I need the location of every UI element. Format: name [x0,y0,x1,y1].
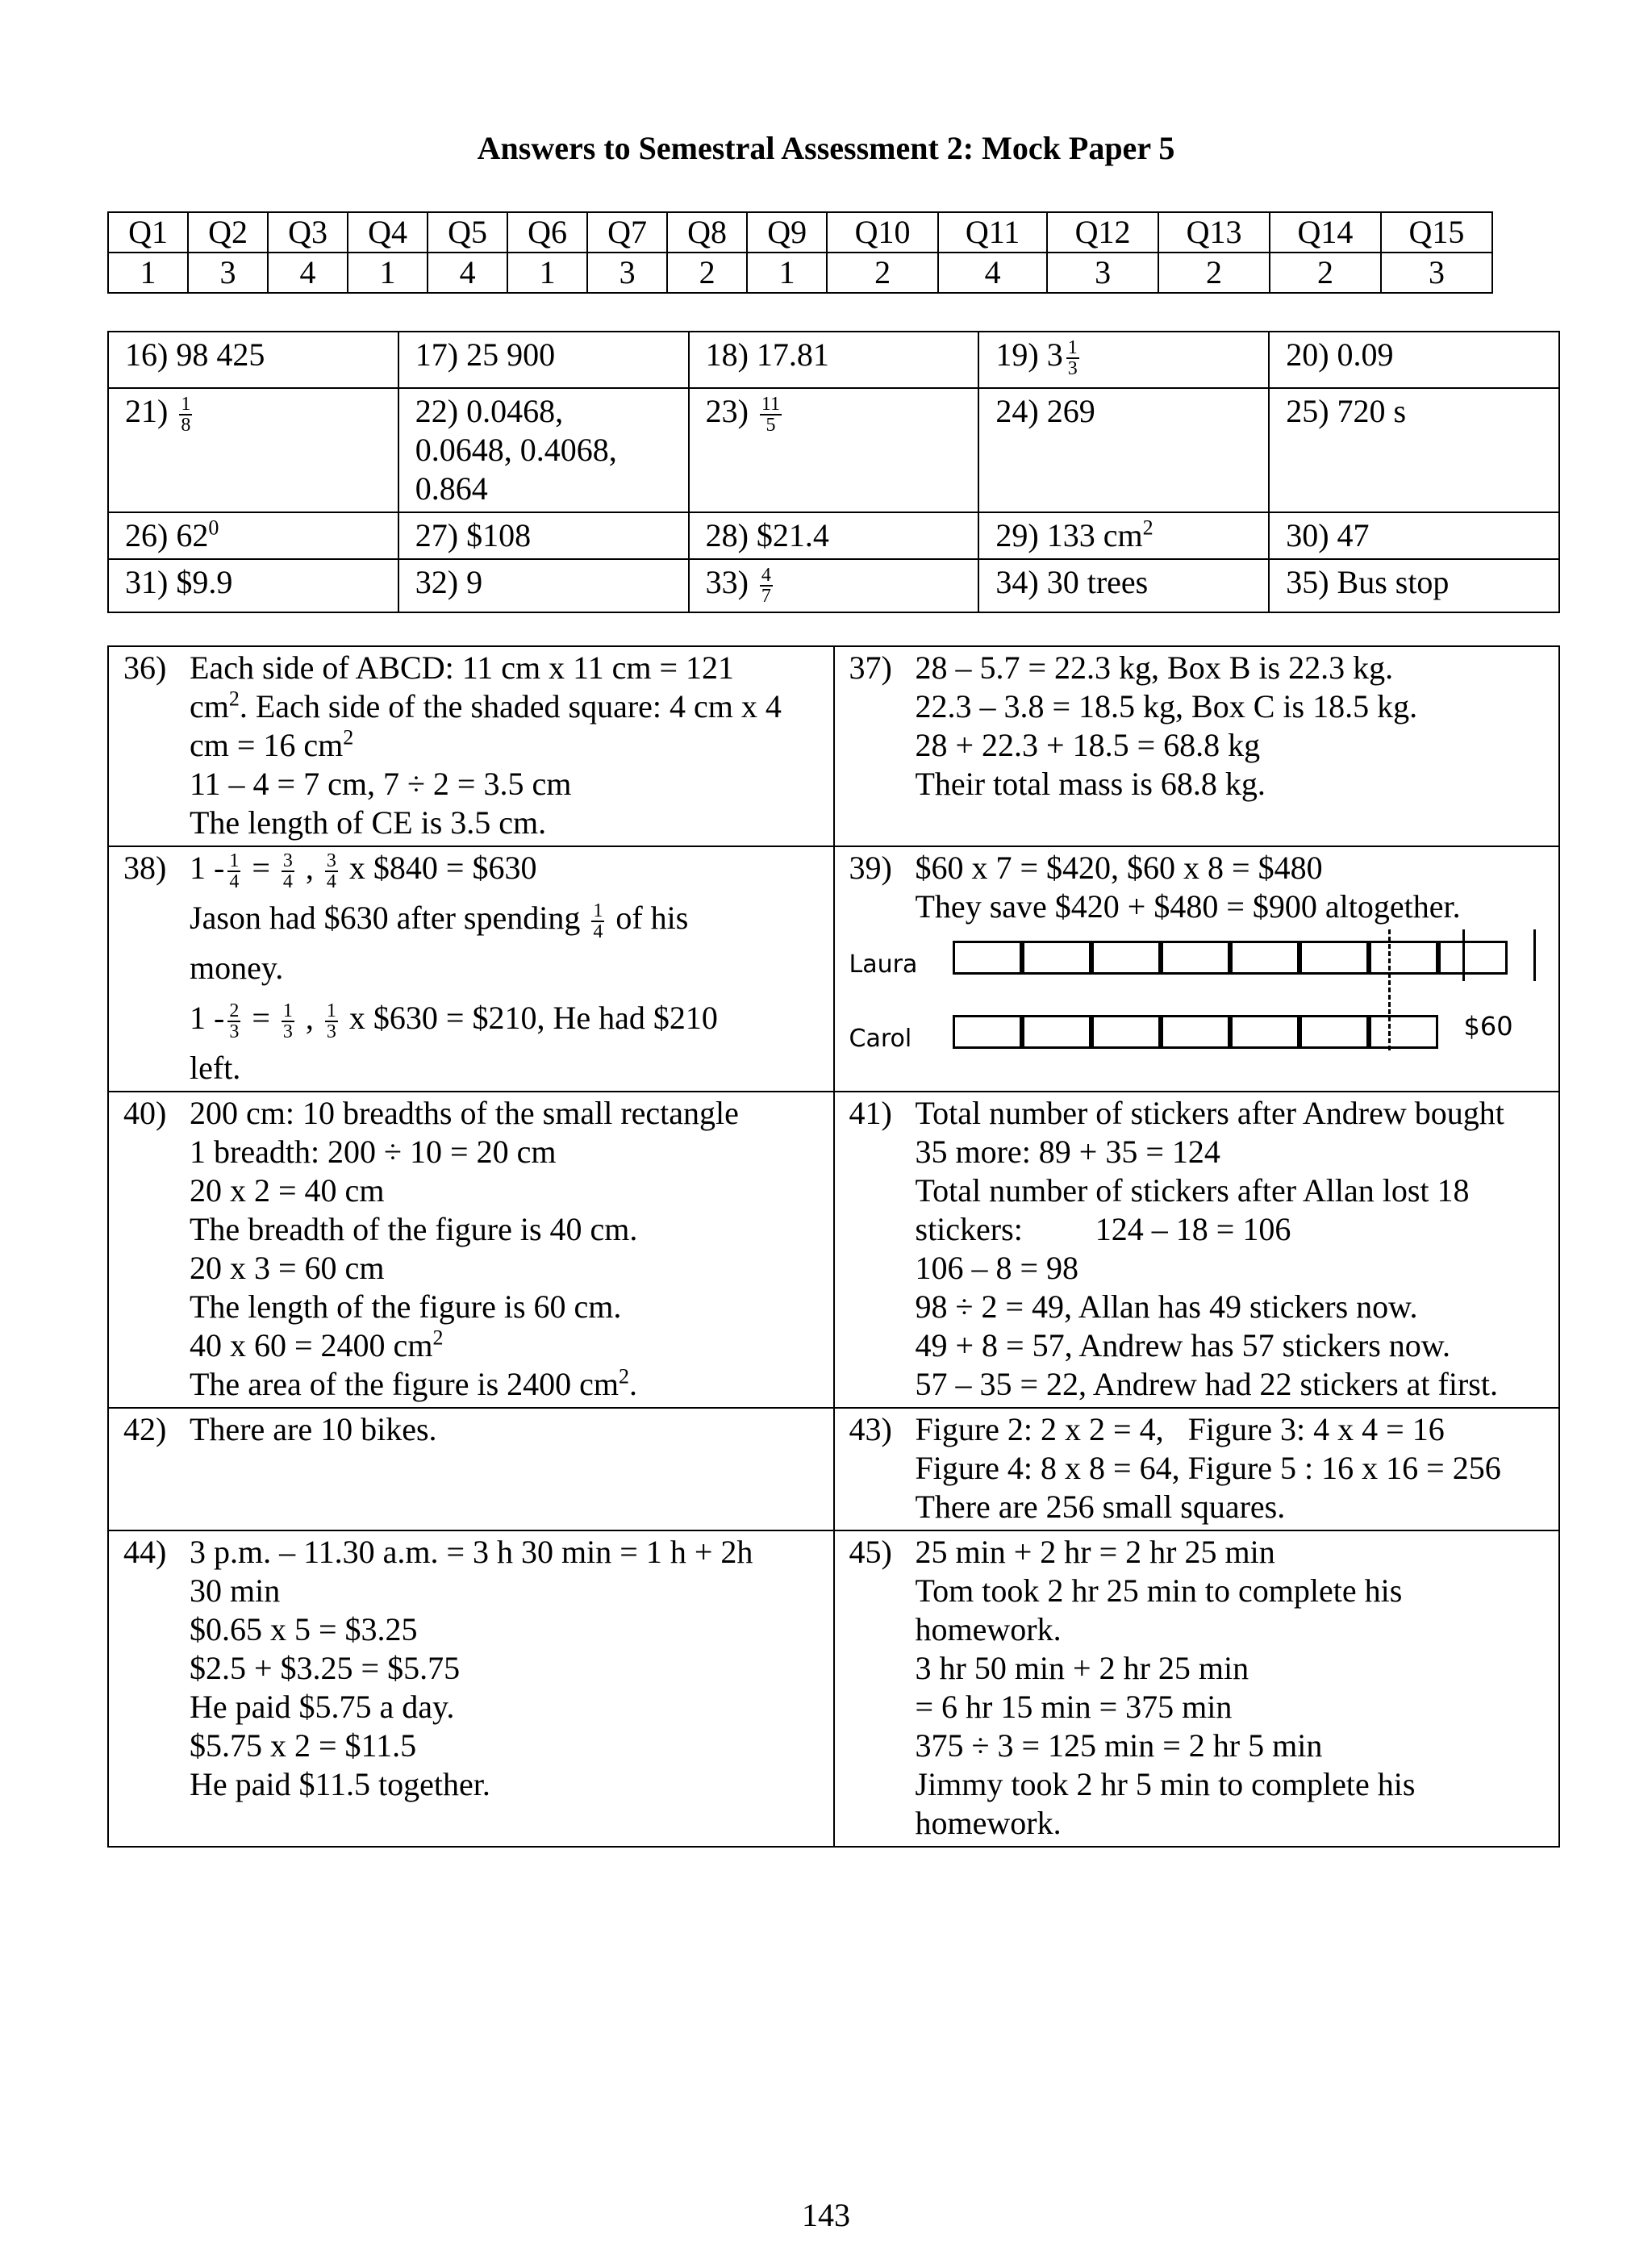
mcq-header-cell: Q3 [268,212,348,253]
mcq-header-row [108,212,1492,253]
mcq-answer-cell: 1 [108,253,188,293]
answer-38: 38) 1 - $\frac{1}{4}$ = $\frac{3}{4}$ , $\frac{3}{4}$ x $840 = $630 Jason had $630 after spending $\frac{1}{4}$ of his money. 1 - $\frac{2}{3}$ = $\frac{1}{3}$ , $\frac{1}{3}$ x $630 = $210, He had $210 left. [108,846,834,1092]
answer-24: 24) 269 [978,388,1269,512]
mcq-answer-table [107,211,1493,294]
answer-33: 33) $\frac{4}{7}$ [689,559,979,612]
mcq-answer-cell: 4 [428,253,507,293]
laura-label: Laura [849,950,918,979]
mcq-header-cell: Q14 [1270,212,1381,253]
end-tick [1533,929,1536,981]
answer-23: 23) $\frac{11}{5}$ [689,388,979,512]
long-answer-table [107,645,1560,1848]
answer-21: 21) $\frac{1}{8}$ [108,388,398,512]
answer-22: 22) 0.0468, 0.0648, 0.4068, 0.864 [398,388,689,512]
answer-43: 43) Figure 2: 2 x 2 = 4, Figure 3: 4 x 4 = 16 Figure 4: 8 x 8 = 64, Figure 5 : 16 x 16 = 256 There are 256 small squares. [834,1408,1560,1530]
mcq-answer-cell: 4 [268,253,348,293]
bar-unit [1299,1015,1369,1049]
mcq-header-cell: Q7 [587,212,667,253]
answer-25: 25) 720 s [1269,388,1559,512]
answer-19: 19) 3 $\frac{1}{3}$ [978,332,1269,388]
long-row [108,1408,1559,1530]
bar-unit [1022,941,1091,975]
mcq-answer-cell: 2 [827,253,938,293]
answer-18: 18) 17.81 [689,332,979,388]
money-label: $60 [1463,1011,1513,1042]
mcq-answer-cell: 2 [1158,253,1270,293]
long-row [108,1092,1559,1408]
short-row [108,559,1559,612]
mcq-header-cell: Q1 [108,212,188,253]
bar-unit [1438,941,1508,975]
mcq-answer-cell: 2 [1270,253,1381,293]
bar-unit [1230,941,1299,975]
bar-unit [1161,1015,1230,1049]
end-tick [1462,929,1465,981]
short-answer-table [107,331,1560,613]
answer-44: 44) 3 p.m. – 11.30 a.m. = 3 h 30 min = 1 h + 2h 30 min $0.65 x 5 = $3.25 $2.5 + $3.25 = $5.75 He paid $5.75 a day. $5.75 x 2 = $11.5 He paid $11.5 together. [108,1530,834,1847]
bar-unit [953,941,1022,975]
bar-unit [1369,1015,1438,1049]
mcq-answer-cell: 3 [1047,253,1158,293]
bar-unit [1230,1015,1299,1049]
answer-34: 34) 30 trees [978,559,1269,612]
bar-unit [953,1015,1022,1049]
long-row [108,846,1559,1092]
bar-unit [1022,1015,1091,1049]
bar-unit [1299,941,1369,975]
mcq-answer-cell: 3 [587,253,667,293]
mcq-header-cell: Q11 [938,212,1047,253]
mcq-header-cell: Q2 [188,212,268,253]
mcq-header-cell: Q8 [667,212,747,253]
mcq-answer-row [108,253,1492,293]
bar-unit [1091,1015,1161,1049]
mcq-answer-cell: 3 [1381,253,1492,293]
page-number: 143 [802,2197,850,2233]
mcq-answer-cell: 1 [747,253,827,293]
mcq-header-cell: Q15 [1381,212,1492,253]
page-title: Answers to Semestral Assessment 2: Mock Paper 5 [477,130,1175,166]
answer-32: 32) 9 [398,559,689,612]
answer-27: 27) $108 [398,512,689,559]
answer-16: 16) 98 425 [108,332,398,388]
mcq-header-cell: Q13 [1158,212,1270,253]
divider-dashed [1388,929,1391,1050]
short-row [108,332,1559,388]
mcq-answer-cell: 3 [188,253,268,293]
long-row [108,646,1559,846]
mcq-header-cell: Q4 [348,212,428,253]
mcq-header-cell: Q6 [507,212,587,253]
mcq-header-cell: Q5 [428,212,507,253]
bar-model-diagram [849,937,1551,1053]
answer-41: 41) Total number of stickers after Andrew bought 35 more: 89 + 35 = 124 Total number of stickers after Allan lost 18 stickers: 124 – 18 = 106 106 – 8 = 98 98 ÷ 2 = 49, Allan has 49 stickers now. 49 + 8 = 57, Andrew has 57 stickers now. 57 – 35 = 22, Andrew had 22 stickers at first. [834,1092,1560,1408]
bar-unit [1369,941,1438,975]
answer-36: 36) Each side of ABCD: 11 cm x 11 cm = 121 $cm^2$. Each side of the shaded square: 4 cm x 4 cm = 16 $cm^2$ 11 – 4 = 7 cm, 7 ÷ 2 = 3.5 cm The length of CE is 3.5 cm. [108,646,834,846]
answer-29: 29) 133 $cm^2$ [978,512,1269,559]
answer-45: 45) 25 min + 2 hr = 2 hr 25 min Tom took 2 hr 25 min to complete his homework. 3 hr 50 min + 2 hr 25 min = 6 hr 15 min = 375 min 375 ÷ 3 = 125 min = 2 hr 5 min Jimmy took 2 hr 5 min to complete his homework. [834,1530,1560,1847]
answer-31: 31) $9.9 [108,559,398,612]
long-row [108,1530,1559,1847]
carol-label: Carol [849,1025,912,1053]
answer-28: 28) $21.4 [689,512,979,559]
answer-40: 40) 200 cm: 10 breadths of the small rectangle 1 breadth: 200 ÷ 10 = 20 cm 20 x 2 = 40 cm The breadth of the figure is 40 cm. 20 x 3 = 60 cm The length of the figure is 60 cm. 40 x 60 = 2400 $cm^2$ The area of the figure is 2400 $cm^2$. [108,1092,834,1408]
answer-17: 17) 25 900 [398,332,689,388]
bar-unit [1161,941,1230,975]
mcq-header-cell: Q10 [827,212,938,253]
answer-35: 35) Bus stop [1269,559,1559,612]
mcq-answer-cell: 2 [667,253,747,293]
short-row [108,512,1559,559]
answer-42: 42) There are 10 bikes. [108,1408,834,1530]
mcq-answer-cell: 1 [507,253,587,293]
short-row [108,388,1559,512]
mcq-answer-cell: 4 [938,253,1047,293]
mcq-answer-cell: 1 [348,253,428,293]
answer-37: 37) 28 – 5.7 = 22.3 kg, Box B is 22.3 kg. 22.3 – 3.8 = 18.5 kg, Box C is 18.5 kg. 28 + 22.3 + 18.5 = 68.8 kg Their total mass is 68.8 kg. [834,646,1560,846]
mcq-header-cell: Q9 [747,212,827,253]
bar-unit [1091,941,1161,975]
answer-26: 26) $62^0$ [108,512,398,559]
mcq-header-cell: Q12 [1047,212,1158,253]
answer-20: 20) 0.09 [1269,332,1559,388]
answer-39: 39) $60 x 7 = $420, $60 x 8 = $480 They save $420 + $480 = $900 altogether. Laura Carol $60 [834,846,1560,1092]
answer-30: 30) 47 [1269,512,1559,559]
